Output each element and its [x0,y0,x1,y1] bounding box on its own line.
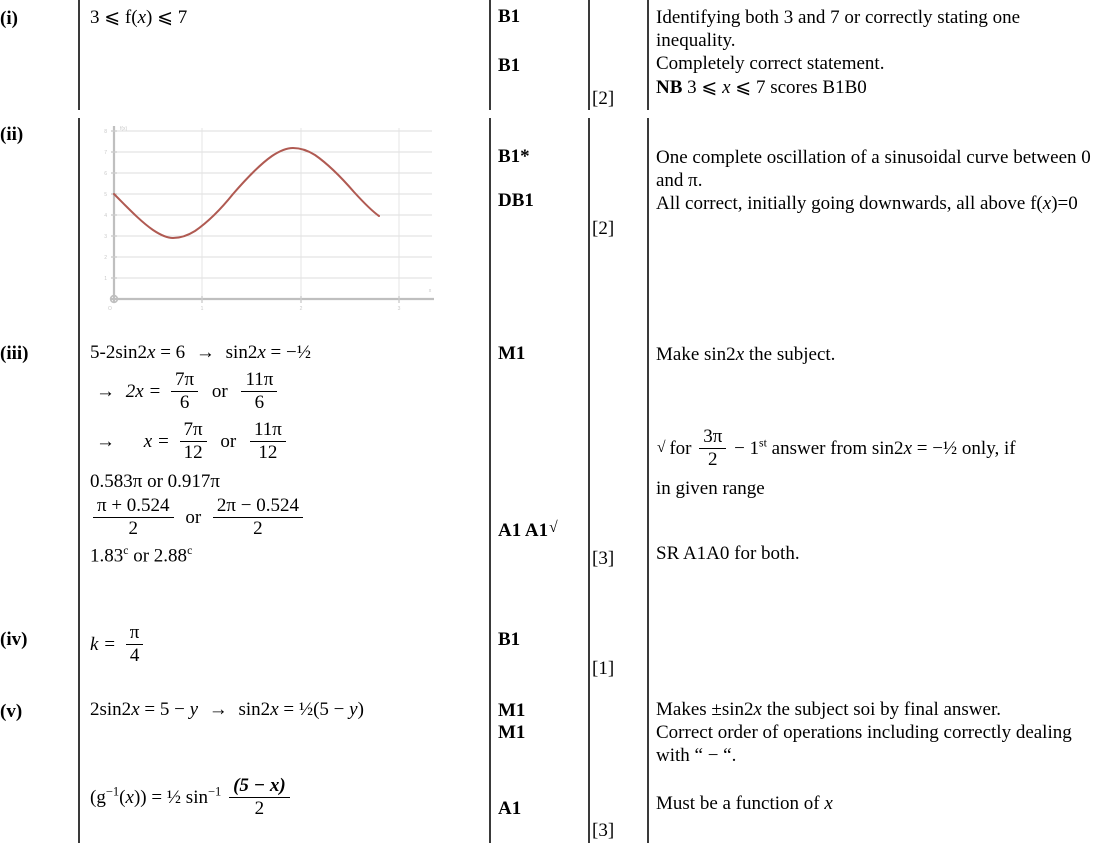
total-i-text: [2] [592,88,615,109]
working-i-7: 7 [177,7,188,28]
working-iii-line1 [90,341,482,364]
working-i-3: 3 [90,7,100,28]
part-label-iv-text: (iv) [0,629,28,650]
working-iii-l2-or: or [211,380,228,402]
working-iii-line4: 0.583π or 0.917π [90,470,221,492]
svg-text:O: O [108,306,112,312]
comment-ii-2a: All correct, initially going downwards, all above f( [656,193,1043,215]
comments-iii [656,343,1100,565]
working-i-rel2: ⩽ [157,7,174,28]
comment-iii-restb: = −½ only, if [912,437,1016,459]
working-iii-frac-11pi-12 [250,420,286,463]
graph-gridlines-vertical [202,128,399,299]
comment-v-1x: x [753,699,762,720]
working-iii-sup-c2: c [187,543,193,557]
part-label-iii-text: (iii) [0,343,29,364]
comment-iii-1a: Make sin2 [656,344,736,365]
part-label-ii [0,124,74,146]
working-iii-l2-lhs: 2x = [125,380,162,402]
column-rule-part [78,0,80,110]
part-label-v [0,701,74,723]
svg-text:2: 2 [299,306,303,312]
frac-num: π [126,623,144,645]
comment-iii-1b: the subject. [744,344,836,365]
comment-iii-2 [656,428,1100,471]
svg-text:1: 1 [200,306,204,312]
frac-den: 6 [179,392,190,414]
working-iii-line5 [90,497,482,540]
comment-v-1b: the subject soi by final answer. [761,699,1001,720]
comment-iii-sup-st: st [759,436,767,450]
total-v [592,820,644,842]
svg-text:x: x [428,288,432,294]
working-v-l1d: = ½(5 − [278,699,350,720]
part-label-ii-text: (ii) [0,124,24,145]
working-v-l1y: y [189,699,198,720]
total-iii-text: [3] [592,548,615,569]
working-iii-line6 [90,544,482,568]
graph-curve [114,148,379,238]
working-iii-l6b: or 2.88 [128,545,188,567]
working-iii-sup-c1: c [123,543,129,557]
working-iii-l1-arrow: → [195,342,215,363]
comment-ii-2b: )=0 [1051,193,1078,215]
comment-ii-1: One complete oscillation of a sinusoidal curve between 0 and π. [656,147,1091,192]
working-v-l2x: x [125,786,134,808]
total-iv [592,658,644,680]
working-iii-l6a: 1.83 [90,545,124,567]
svg-text:7: 7 [104,150,107,156]
follow-through-tick-icon: √ [657,438,666,456]
marks-iv [498,629,586,651]
working-v-l1e: ) [357,699,364,720]
frac-num: 11π [241,370,277,392]
comment-i-rel1: ⩽ [701,76,718,98]
working-iv-lhs: k = [90,633,117,655]
mark-v-2: M1 [498,722,526,744]
frac-num: (5 − x) [229,776,290,798]
comment-iii-2x: x [903,437,912,459]
frac-den: 12 [258,441,278,463]
working-iii-frac-7pi-6 [171,370,198,413]
svg-text:1: 1 [104,276,107,282]
working-v-line2 [90,777,482,820]
working-iv-frac-pi-4 [126,623,144,666]
comment-iii-frac-3pi-2 [699,427,726,470]
svg-text:2: 2 [104,255,107,261]
svg-text:f(x): f(x) [120,126,128,132]
working-i-f: f( [124,7,138,28]
working-v-l1a: 2sin2 [90,699,132,720]
working-iii-l3-lhs: x = [143,430,170,452]
mark-ii-1: B1* [498,146,530,167]
part-label-iv [0,629,74,651]
comment-i-rel2: ⩽ [735,76,752,98]
working-v-l1x: x [131,699,140,720]
working-v-sup-inv1: −1 [105,784,120,799]
comment-v-1a: Makes ±sin2 [656,699,754,720]
graph-tick-labels [104,126,432,312]
frac-den: 12 [183,441,203,463]
working-iii-l1a: 5-2sin2 [90,342,147,363]
frac-num: 7π [171,370,198,392]
total-ii-text: [2] [592,218,615,239]
working-v-l2b: ( [119,786,126,808]
working-iii-l1x2: x [257,342,266,363]
working-iii-frac-7pi-12 [180,420,207,463]
comment-iii-resta: answer from sin2 [766,437,904,459]
working-i-rel1: ⩽ [104,7,121,28]
working-iii-l1c: sin2 [225,342,258,363]
column-rule-marks [489,0,491,110]
working-iii-l1x: x [147,342,156,363]
part-label-v-text: (v) [0,701,23,722]
part-label-i-text: (i) [0,8,18,29]
comment-ii-x: x [1042,193,1052,215]
comments-ii [656,146,1100,216]
working-v-frac-5minusx-2 [229,776,290,819]
working-iii-l2-arrow: → [96,380,115,402]
working-v-line1 [90,698,482,721]
graph-svg [96,122,436,322]
comment-iii-mid: − 1 [734,437,760,459]
mark-i-1: B1 [498,6,521,27]
working-v-l2a: (g [90,786,106,808]
comment-v-1 [656,698,1100,721]
total-iii [592,548,644,570]
working-v-l1-arrow: → [208,699,228,720]
working-v-l1x2: x [270,699,279,720]
comment-v-2: Correct order of operations including correctly dealing with “ − “. [656,722,1072,767]
frac-den: 4 [129,644,140,666]
comment-iii-4: SR A1A0 for both. [656,543,800,565]
comment-i-2: Completely correct statement. [656,53,885,75]
total-v-text: [3] [592,820,615,841]
working-iii-line2 [90,371,482,414]
comments-v [656,698,1100,815]
column-rule-marks-2 [489,118,491,843]
mark-v-1: M1 [498,700,526,721]
working-i-paren: ) [146,7,153,28]
svg-text:3: 3 [104,234,107,240]
comment-i-x: x [722,76,731,98]
part-label-iii [0,343,74,365]
mark-iv-1: B1 [498,629,521,650]
working-v-l1y2: y [349,699,358,720]
column-rule-total [588,0,590,110]
column-rule-total-2 [588,118,590,843]
comment-i-3 [656,76,1100,99]
follow-through-tick-icon: √ [549,519,558,537]
comment-ii-2 [656,192,1100,215]
frac-num: 2π − 0.524 [213,496,303,518]
total-iv-text: [1] [592,658,615,679]
mark-iii-2 [498,520,586,542]
working-iii-l1b: = 6 [155,342,186,363]
column-rule-comments [647,0,649,110]
working-v-l2c: )) = ½ sin [133,786,208,808]
working-iv [90,624,482,667]
mark-v-3: A1 [498,797,522,819]
working-iii-frac-11pi-6 [241,370,277,413]
working-iii-l3-or: or [220,430,237,452]
comment-iii-1x: x [735,344,745,365]
frac-den: 2 [254,798,265,820]
comment-v-3x: x [824,792,833,814]
comment-v-3a: Must be a function of [656,792,825,814]
total-ii [592,218,644,240]
frac-den: 2 [708,449,718,471]
column-rule-comments-2 [647,118,649,843]
sine-curve-graph [96,122,436,322]
working-i [90,6,482,29]
frac-num: 7π [180,420,207,442]
working-iii-frac-pi-plus [93,496,174,539]
frac-num: 3π [699,427,726,449]
working-iii-line3 [90,421,482,464]
marks-i [498,6,586,78]
marks-v [498,700,586,820]
comment-i-3a: 3 [687,76,697,98]
svg-text:3: 3 [397,306,401,312]
mark-i-2: B1 [498,55,521,77]
frac-den: 2 [128,518,139,540]
mark-ii-2: DB1 [498,190,534,212]
working-i-x: x [137,7,147,28]
working-v-l1c: sin2 [238,699,271,720]
working-iii-l1d: = −½ [265,342,311,363]
frac-den: 6 [254,392,265,414]
working-iii [90,341,482,567]
working-iii-l5-or: or [185,506,202,528]
marks-iii [498,343,586,543]
mark-iii-2-text: A1 A1 [498,520,549,542]
total-i [592,88,644,110]
svg-text:4: 4 [104,213,107,219]
comments-i [656,6,1100,99]
working-iii-frac-2pi-minus [213,496,303,539]
comment-v-3 [656,792,1100,815]
part-label-i [0,8,74,30]
comment-i-nb: NB [656,76,683,98]
svg-text:8: 8 [104,129,107,135]
working-v [90,698,482,820]
mark-iii-1: M1 [498,343,526,364]
comment-iii-for: for [669,437,692,459]
graph-gridlines-horizontal [114,131,432,278]
svg-text:6: 6 [104,171,107,177]
comment-i-3b: 7 scores B1B0 [755,76,867,98]
comment-i-1: Identifying both 3 and 7 or correctly stating one inequality. [656,7,1021,52]
frac-num: π + 0.524 [93,496,174,518]
marks-ii [498,146,586,213]
frac-den: 2 [253,518,263,540]
comment-iii-1 [656,343,1100,366]
working-iii-l3-arrow: → [96,430,115,452]
frac-num: 11π [250,420,286,442]
column-rule-part-2 [78,118,80,843]
svg-text:5: 5 [104,192,107,198]
comment-iii-3: in given range [656,478,765,500]
working-v-sup-inv2: −1 [207,784,222,799]
working-v-l1b: = 5 − [139,699,190,720]
